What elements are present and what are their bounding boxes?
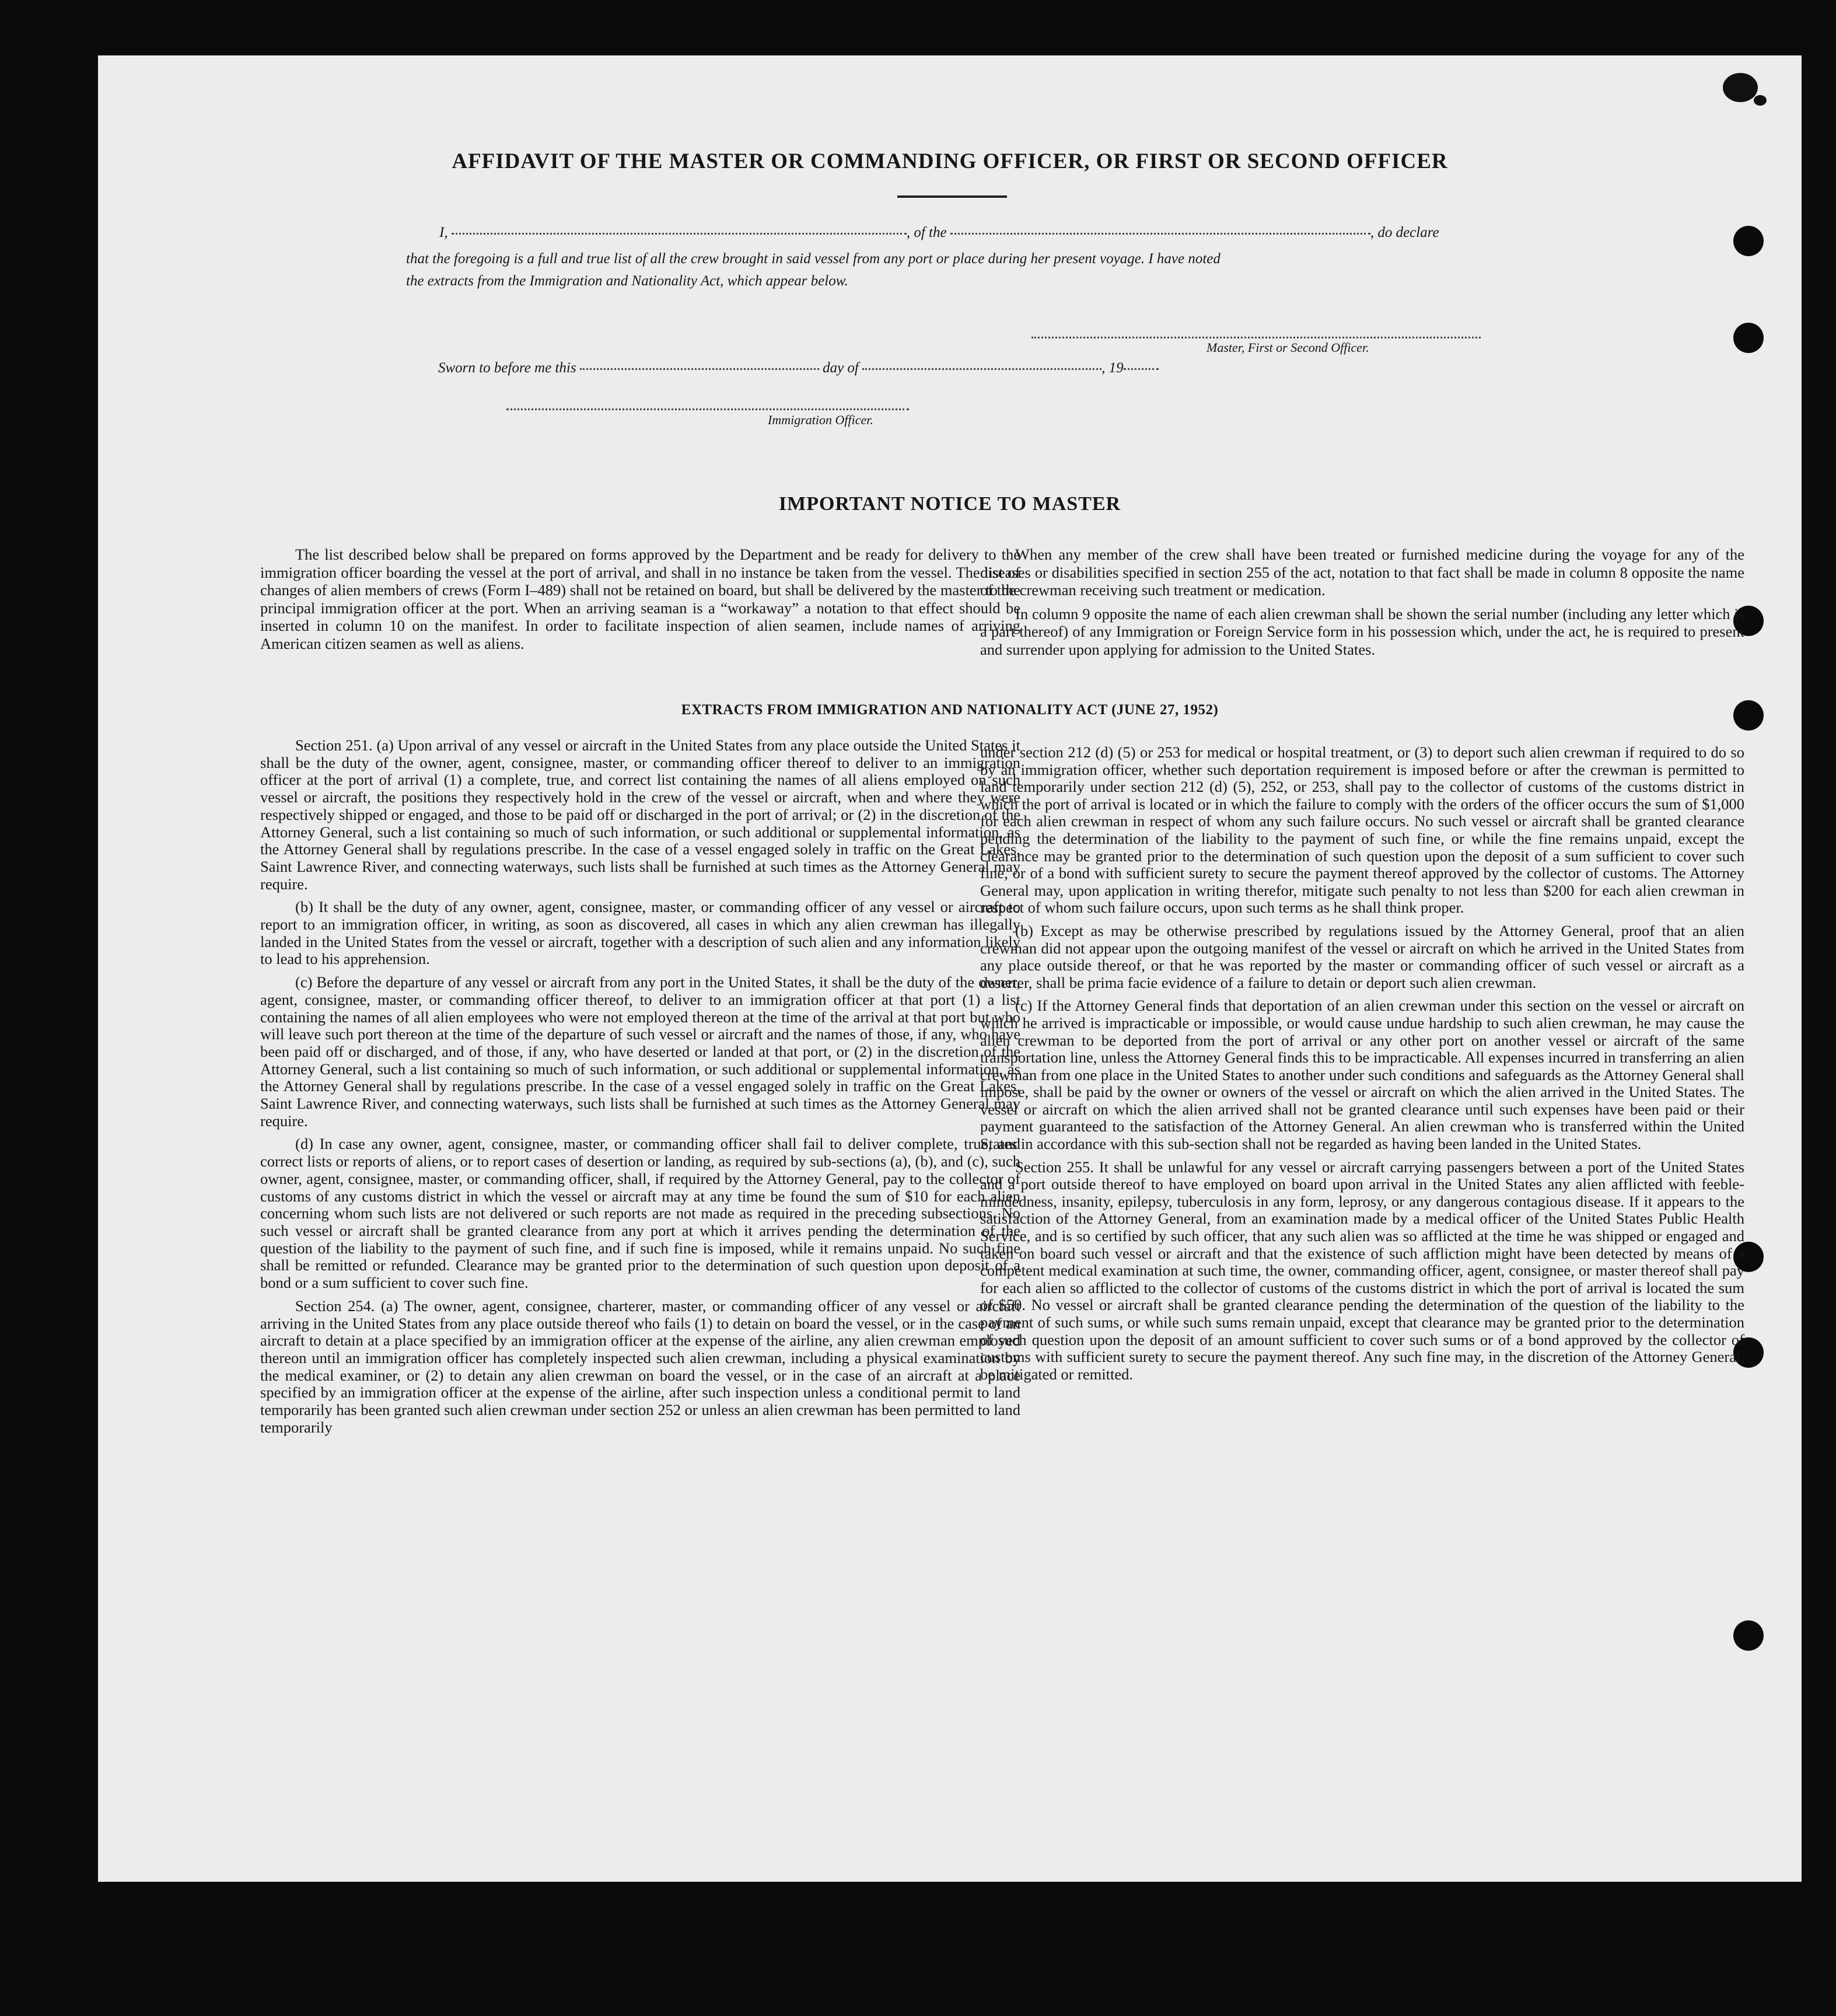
title-rule (897, 195, 1007, 198)
notice-left-column (260, 546, 1020, 653)
immigration-officer-label: Immigration Officer. (768, 413, 873, 427)
ink-blot (1754, 95, 1767, 106)
sworn-label: Sworn to before me this (438, 360, 576, 376)
year-blank (1124, 368, 1159, 370)
section-251-d: (d) In case any owner, agent, consignee, master, or commanding officer shall fail to deliver complete, true, and correct lists or reports of aliens, or to report cases of desertion or landing, as required by sub-sections (a), (b), and (c), such owner, agent, consignee, master, or commanding officer, shall, if required by the Attorney General, pay to the collector of customs of any customs district in which the vessel or aircraft may at any time be found the sum of $10 for each alien concerning whom such lists are not delivered or such reports are not made as required in the preceding subsections. No such vessel or aircraft shall be granted clearance from any port at which it arrives pending the determination of the question of the liability to the payment of such fine, and if such fine is imposed, while it remains unpaid. No such fine shall be remitted or refunded. Clearance may be granted prior to the determination of such question upon deposit of a bond or a sum sufficient to cover such fine. (260, 1135, 1020, 1292)
notice-right-column (980, 546, 1744, 659)
notice-title: IMPORTANT NOTICE TO MASTER (778, 493, 1121, 515)
master-signature-line (1031, 337, 1481, 338)
section-254-a-continued: under section 212 (d) (5) or 253 for medical or hospital treatment, or (3) to deport such alien crewman if required to do so by an immigration officer, whether such deportation requirement is imposed before or after the crewman is permitted to land temporarily under section 212 (d) (5), 252, or 253, shall pay to the collector of customs of the customs district in which the port of arrival is located or in which the failure to comply with the orders of the officer occurs the sum of $1,000 for each alien crewman in respect of whom any such failure occurs. No such vessel or aircraft shall be granted clearance pending the determination of the liability to the payment of such fine, or while the fine remains unpaid, except the clearance may be granted prior to the determination of such question upon the deposit of a sum sufficient to cover such fine, or of a bond with sufficient surety to secure the payment thereof approved by the collector of customs. The Attorney General may, upon application in writing therefor, mitigate such penalty to not less than $200 for each alien crewman in respect of whom such failure occurs, upon such terms as he shall think proper. (980, 743, 1744, 917)
punch-hole (1733, 323, 1764, 353)
month-blank (862, 368, 1101, 370)
master-signature-label: Master, First or Second Officer. (1206, 340, 1369, 355)
section-254-a: Section 254. (a) The owner, agent, consignee, charterer, master, or commanding officer of any vessel or aircraft arriving in the United States from any place outside thereof who fails (1) to detain on board the vessel, or in the case of an aircraft to detain at a place specified by an immigration officer at the expense of the airline, any alien crewman employed thereon until an immigration officer has completely inspected such alien crewman, including a physical examination by the medical examiner, or (2) to detain any alien crewman on board the vessel, or in the case of an aircraft at a place specified by an immigration officer at the expense of the airline, after such inspection unless a conditional permit to land temporarily has been granted such alien crewman under section 252 or unless an alien crewman has been permitted to land temporarily (260, 1297, 1020, 1436)
affidavit-title: AFFIDAVIT OF THE MASTER OR COMMANDING OFFICER, OR FIRST OR SECOND OFFICER (452, 149, 1448, 173)
punch-hole (1733, 1620, 1764, 1651)
do-declare-label: , do declare (1370, 225, 1439, 240)
section-251-b: (b) It shall be the duty of any owner, agent, consignee, master, or commanding officer of any vessel or aircraft to report to an immigration officer, in writing, as soon as discovered, all cases in which any alien crewman has illegally landed in the United States from the vessel or aircraft, together with a description of such alien and any information likely to lead to his apprehension. (260, 898, 1020, 968)
sworn-day-blank (580, 368, 819, 370)
notice-paragraph: In column 9 opposite the name of each alien crewman shall be shown the serial number (including any letter which is a part thereof) of any Immigration or Foreign Service form in his possession which, under the act, he is required to present and surrender upon applying for admission to the United States. (980, 605, 1744, 658)
extracts-right-column (980, 744, 1744, 1383)
declare-i-label: I, (439, 225, 448, 240)
ink-blot (1723, 73, 1758, 102)
section-251-a: Section 251. (a) Upon arrival of any vessel or aircraft in the United States from any place outside the United States it shall be the duty of the owner, agent, consignee, master, or commanding officer thereof to deliver to an immigration officer at the port of arrival (1) a complete, true, and correct list containing the names of all aliens employed on such vessel or aircraft, the positions they respectively hold in the crew of the vessel or aircraft, when and where they were respectively shipped or engaged, and those to be paid off or discharged in the port of arrival; or (2) in the discretion of the Attorney General, such a list containing so much of such information, or such additional or supplemental information, as the Attorney General shall by regulations prescribe. In the case of a vessel engaged solely in traffic on the Great Lakes, Saint Lawrence River, and connecting waterways, such lists shall be furnished at such times as the Attorney General may require. (260, 736, 1020, 893)
extracts-title: EXTRACTS FROM IMMIGRATION AND NATIONALITY ACT (JUNE 27, 1952) (681, 702, 1219, 718)
document-page (98, 55, 1802, 1882)
of-the-label: , of the (906, 225, 947, 240)
immigration-officer-signature-line (506, 408, 909, 410)
section-254-b: (b) Except as may be otherwise prescribed by regulations issued by the Attorney General, proof that an alien crewman did not appear upon the outgoing manifest of the vessel or aircraft on which he arrived in the United States from any place outside thereof, or that he was reported by the master or commanding officer of such vessel or aircraft as a deserter, shall be prima facie evidence of a failure to detain or deport such alien crewman. (980, 921, 1744, 991)
declaration-line (439, 225, 1439, 241)
year-label: , 19 (1101, 360, 1124, 376)
declaration-text-2: that the foregoing is a full and true list of all the crew brought in said vessel from any port or place during her present voyage. I have noted (406, 251, 1220, 267)
sworn-line (438, 360, 1159, 376)
punch-hole (1733, 226, 1764, 256)
day-of-label: day of (823, 360, 859, 376)
notice-paragraph: When any member of the crew shall have been treated or furnished medicine during the voyage for any of the diseases or disabilities specified in section 255 of the act, notation to that fact shall be made in column 8 opposite the name of the crewman receiving such treatment or medication. (980, 546, 1744, 599)
vessel-blank-line (950, 233, 1370, 235)
declaration-text-3: the extracts from the Immigration and Nationality Act, which appear below. (406, 273, 848, 289)
name-blank-line (452, 233, 907, 235)
section-251-c: (c) Before the departure of any vessel or aircraft from any port in the United States, it shall be the duty of the owner, agent, consignee, master, or commanding officer thereof, to deliver to an immigration officer at that port (1) a list containing the names of all alien employees who were not employed thereon at the time of the arrival at that port but who will leave such port thereon at the time of the departure of such vessel or aircraft and the names of those, if any, who have been paid off or discharged, and of those, if any, who have deserted or landed at that port, or (2) in the discretion of the Attorney General, such a list containing so much of such information, or such additional or supplemental information, as the Attorney General shall by regulations prescribe. In the case of a vessel engaged solely in traffic on the Great Lakes, Saint Lawrence River, and connecting waterways, such lists shall be furnished at such times as the Attorney General may require. (260, 973, 1020, 1130)
section-255: Section 255. It shall be unlawful for any vessel or aircraft carrying passengers between a port of the United States and a port outside thereof to have employed on board upon arrival in the United States any alien afflicted with feeble-mindedness, insanity, epilepsy, tuberculosis in any form, leprosy, or any dangerous contagious disease. If it appears to the satisfaction of the Attorney General, from an examination made by a medical officer of the United States Public Health Service, and is so certified by such officer, that any such alien was so afflicted at the time he was shipped or engaged and taken on board such vessel or aircraft and that the existence of such affliction might have been detected by means of a competent medical examination at such time, the owner, commanding officer, agent, consignee, or master thereof shall pay for each alien so afflicted to the collector of customs of the customs district in which the port of arrival is located the sum of $50. No vessel or aircraft shall be granted clearance pending the determination of the question of the liability to the payment of such sums, or while such sums remain unpaid, except that clearance may be granted prior to the determination of such question upon the deposit of an amount sufficient to cover such sums or of a bond approved by the collector of customs with sufficient surety to secure the payment thereof. Any such fine may, in the discretion of the Attorney General, be mitigated or remitted. (980, 1158, 1744, 1383)
extracts-left-column (260, 737, 1020, 1436)
notice-paragraph: The list described below shall be prepared on forms approved by the Department and be ready for delivery to the immigration officer boarding the vessel at the port of arrival, and shall in no instance be taken from the vessel. The list of changes of alien members of crews (Form I–489) shall not be retained on board, but shall be delivered by the master to the principal immigration officer at the port. When an arriving seaman is a “workaway” a notation to that effect should be inserted in column 10 on the manifest. In order to facilitate inspection of alien seamen, include names of arriving American citizen seamen as well as aliens. (260, 546, 1020, 652)
section-254-c: (c) If the Attorney General finds that deportation of an alien crewman under this section on the vessel or aircraft on which he arrived is impracticable or impossible, or would cause undue hardship to such alien crewman, he may cause the alien crewman to be deported from the port of arrival or any other port on another vessel or aircraft of the same transportation line, unless the Attorney General finds this to be impracticable. All expenses incurred in transferring an alien crewman from one place in the United States to another under such conditions and safeguards as the Attorney General shall impose, shall be paid by the owner or owners of the vessel or aircraft on which the alien arrived in the United States. The vessel or aircraft on which the alien arrived shall not be granted clearance until such expenses have been paid or their payment guaranteed to the satisfaction of the Attorney General. An alien crewman who is transferred within the United States in accordance with this sub-section shall not be regarded as having been landed in the United States. (980, 997, 1744, 1153)
